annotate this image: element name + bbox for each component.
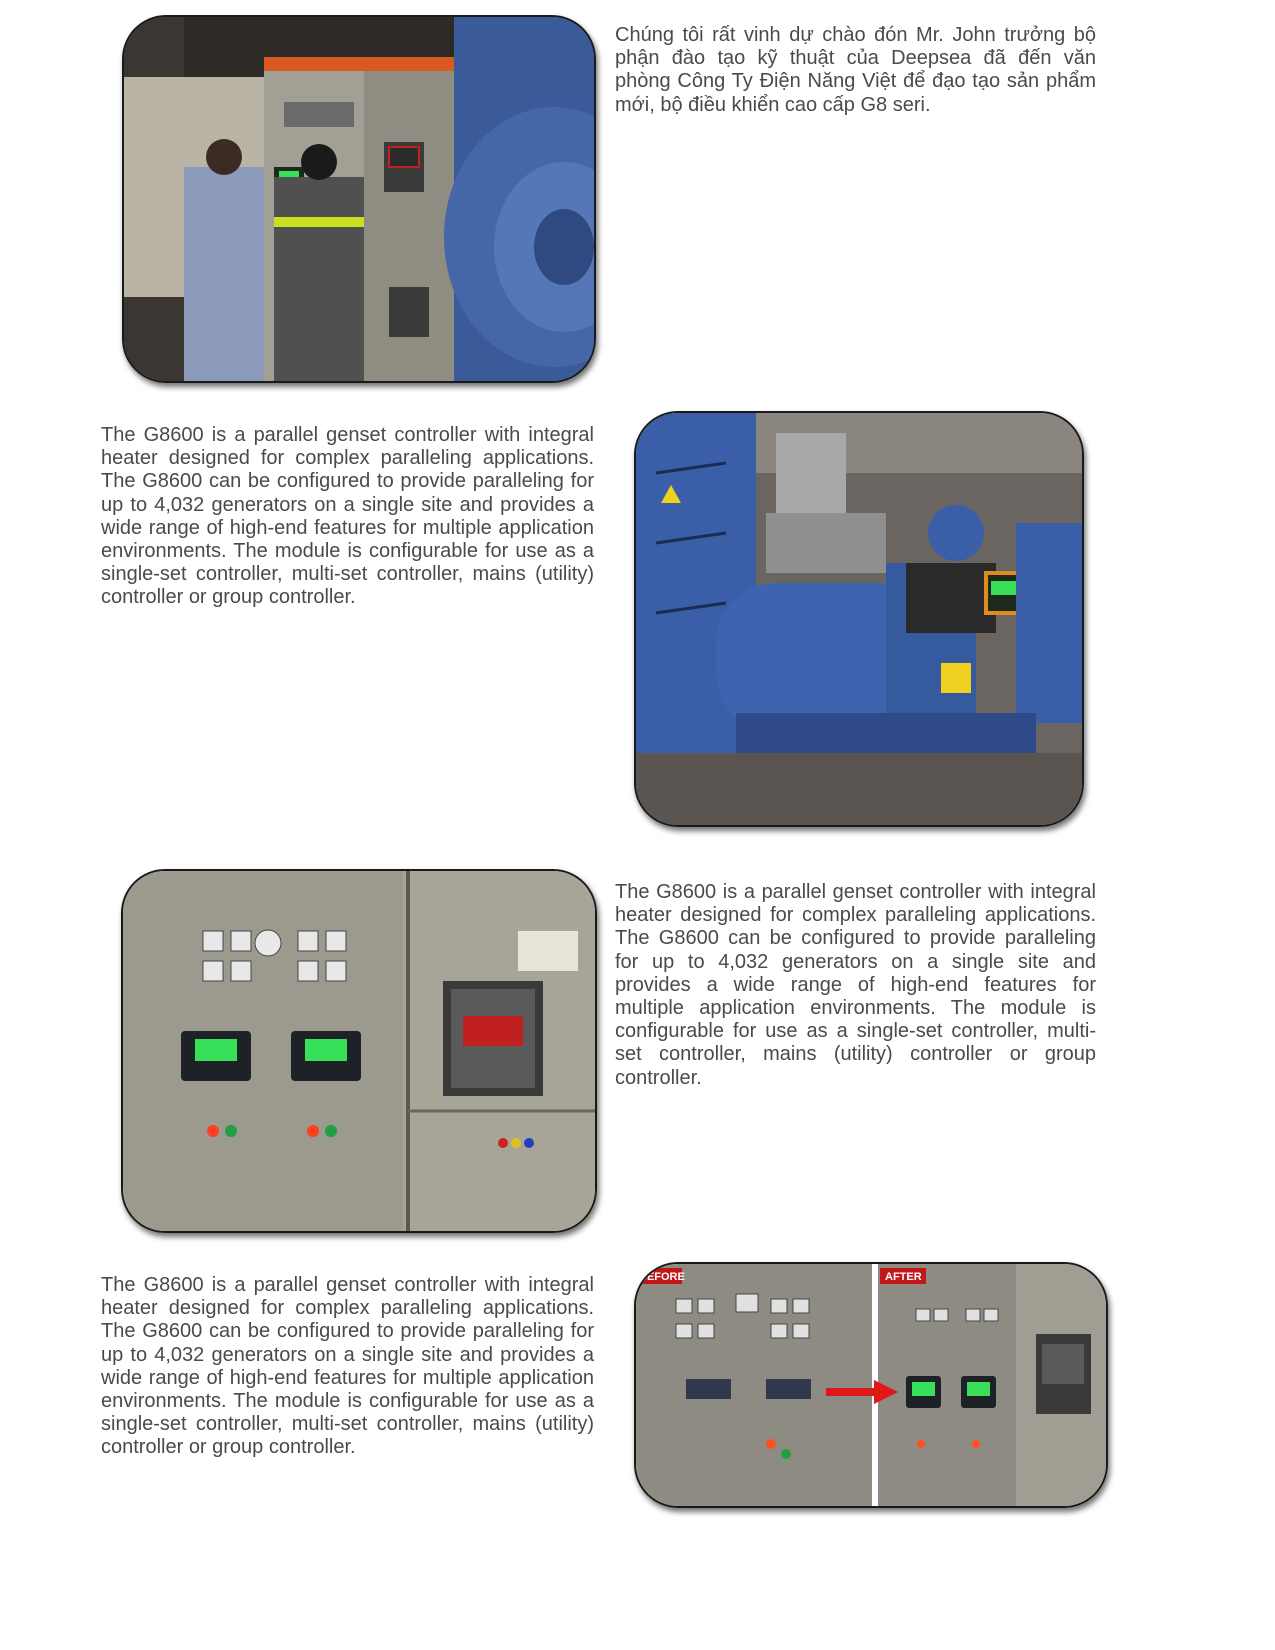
photo-control-panel bbox=[121, 869, 597, 1233]
after-label: AFTER bbox=[885, 1271, 922, 1283]
photo-technicians-training bbox=[122, 15, 596, 383]
generator-image bbox=[636, 413, 1082, 825]
before-after-image bbox=[636, 1264, 1106, 1506]
control-panel-image bbox=[123, 871, 595, 1231]
intro-paragraph: Chúng tôi rất vinh dự chào đón Mr. John trưởng bộ phận đào tạo kỹ thuật của Deepsea đã đến văn phòng Công Ty Điện Năng Việt để đạo tạo sản phẩm mới, bộ điều khiển cao cấp G8 seri. bbox=[615, 24, 1096, 116]
g8600-description-2: The G8600 is a parallel genset controller with integral heater designed for complex paralleling applications. The G8600 can be configured to provide paralleling for up to 4,032 generators on a single site and provides a wide range of high-end features for multiple application environments. The module is configurable for use as a single-set controller, multi-set controller, mains (utility) controller or group controller. bbox=[615, 881, 1096, 1089]
g8600-description-3: The G8600 is a parallel genset controller with integral heater designed for complex paralleling applications. The G8600 can be configured to provide paralleling for up to 4,032 generators on a single site and provides a wide range of high-end features for multiple application environments. The module is configurable for use as a single-set controller, multi-set controller, mains (utility) controller or group controller. bbox=[101, 1274, 594, 1459]
photo-before-after bbox=[634, 1262, 1108, 1508]
before-label: BEFORE bbox=[639, 1271, 685, 1283]
photo-generator bbox=[634, 411, 1084, 827]
technicians-image bbox=[124, 17, 594, 381]
g8600-description-1: The G8600 is a parallel genset controller with integral heater designed for complex paralleling applications. The G8600 can be configured to provide paralleling for up to 4,032 generators on a single site and provides a wide range of high-end features for multiple application environments. The module is configurable for use as a single-set controller, multi-set controller, mains (utility) controller or group controller. bbox=[101, 424, 594, 609]
